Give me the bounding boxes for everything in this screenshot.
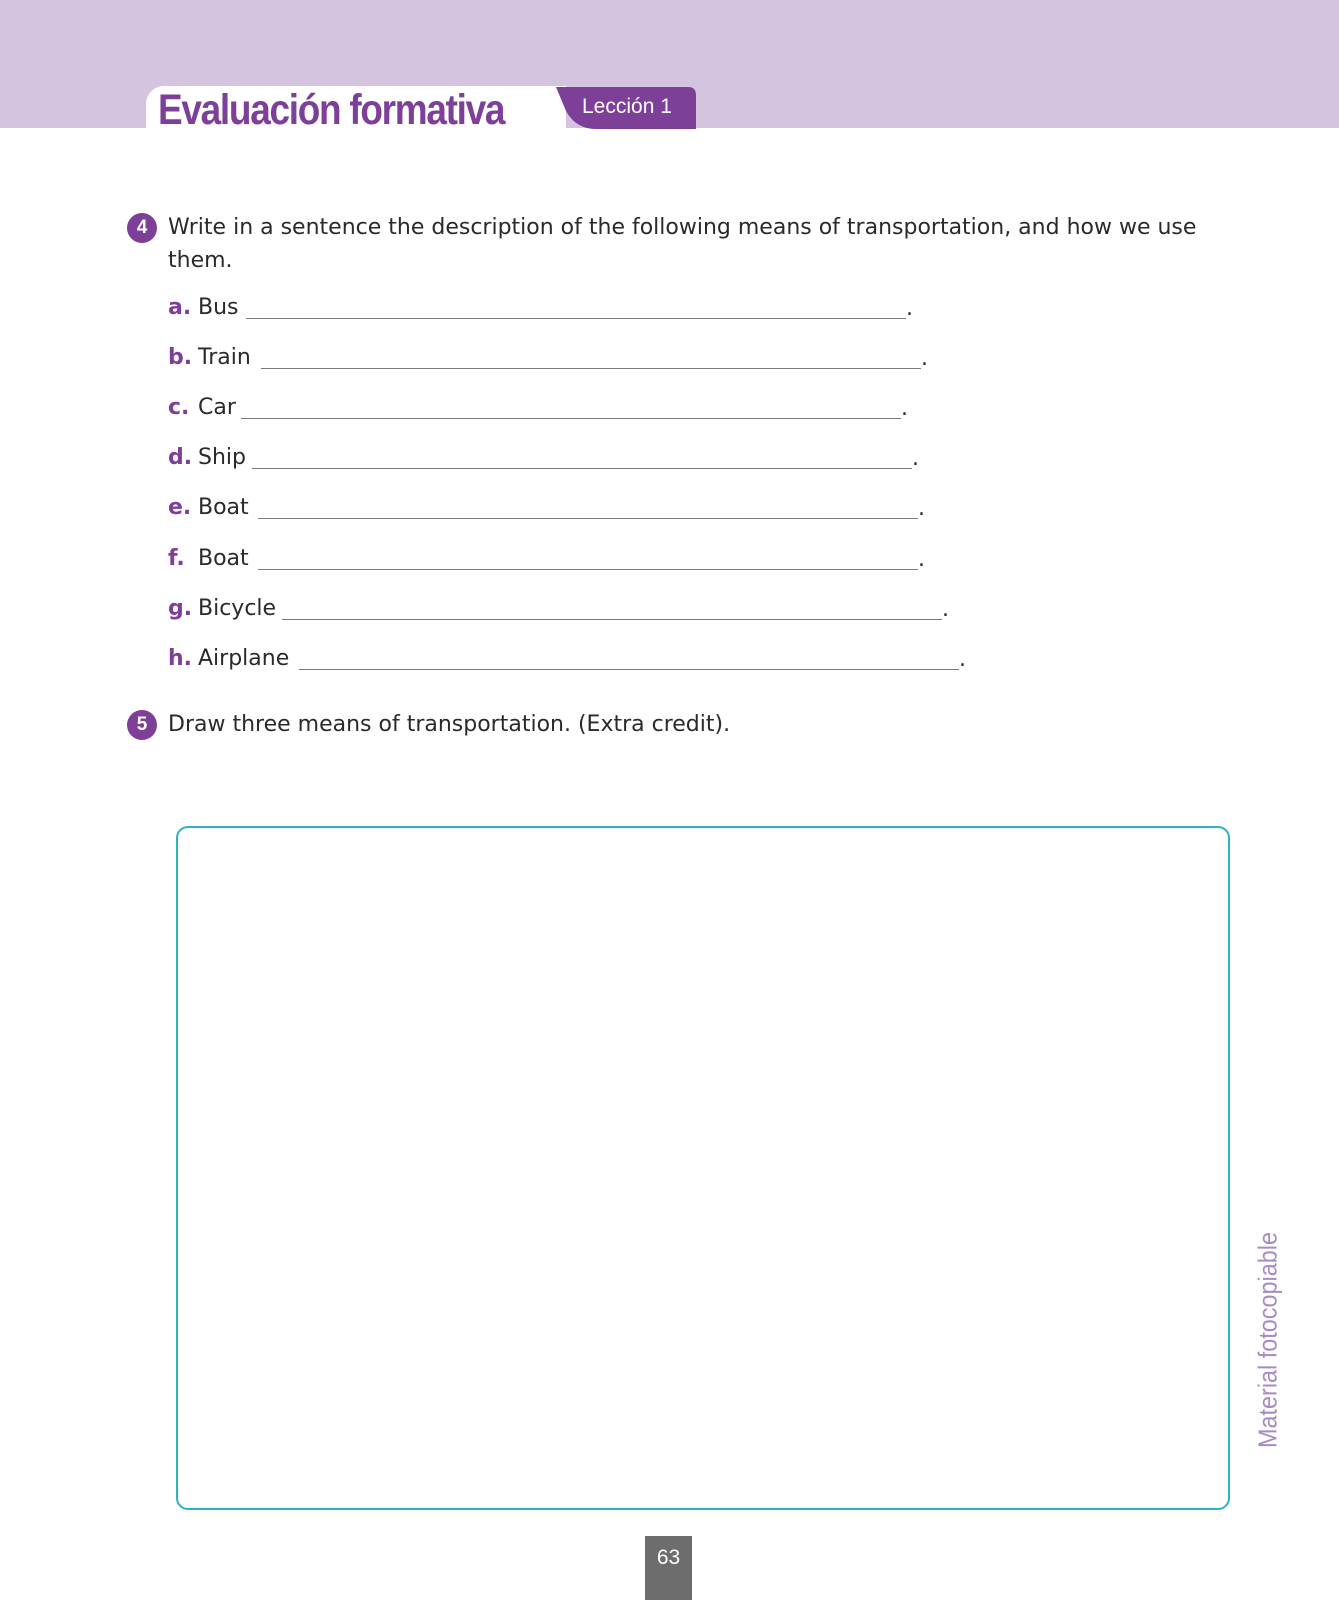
item-label: Train	[198, 345, 251, 370]
item-label: Bus	[198, 295, 239, 320]
lesson-badge	[556, 87, 696, 129]
question-5-number: 5	[127, 710, 157, 740]
list-item	[168, 546, 249, 576]
list-item	[168, 395, 236, 425]
line-end-dot: .	[906, 296, 913, 321]
item-letter: a.	[168, 295, 192, 320]
item-letter: g.	[168, 596, 193, 621]
item-label: Airplane	[198, 646, 290, 671]
answer-line-b[interactable]	[261, 368, 921, 369]
item-label: Boat	[198, 495, 249, 520]
item-letter: b.	[168, 345, 193, 370]
line-end-dot: .	[901, 396, 908, 421]
item-letter: d.	[168, 445, 193, 470]
question-4-prompt: Write in a sentence the description of the following means of transportation, and how we use them.	[168, 215, 1197, 273]
answer-line-g[interactable]	[282, 619, 942, 620]
answer-line-f[interactable]	[258, 569, 918, 570]
list-item	[168, 495, 249, 525]
line-end-dot: .	[921, 346, 928, 371]
list-item	[168, 445, 246, 475]
item-label: Ship	[198, 445, 246, 470]
item-letter: f.	[168, 546, 185, 571]
question-4-number: 4	[127, 213, 157, 243]
list-item	[168, 596, 276, 626]
line-end-dot: .	[942, 597, 949, 622]
item-label: Car	[198, 395, 236, 420]
answer-line-h[interactable]	[299, 669, 959, 670]
answer-line-e[interactable]	[258, 518, 918, 519]
answer-line-a[interactable]	[246, 318, 906, 319]
list-item	[168, 345, 251, 375]
line-end-dot: .	[912, 446, 919, 471]
answer-line-d[interactable]	[252, 468, 912, 469]
item-letter: e.	[168, 495, 192, 520]
item-letter: h.	[168, 646, 193, 671]
question-5-prompt: Draw three means of transportation. (Extra credit).	[168, 712, 731, 737]
drawing-area[interactable]	[176, 826, 1230, 1510]
line-end-dot: .	[918, 547, 925, 572]
page-number: 63	[645, 1536, 692, 1600]
item-label: Boat	[198, 546, 249, 571]
item-letter: c.	[168, 395, 190, 420]
page-title: Evaluación formativa	[158, 86, 505, 134]
line-end-dot: .	[918, 496, 925, 521]
side-label: Material fotocopiable	[1252, 1232, 1283, 1448]
lesson-label: Lección 1	[582, 95, 672, 118]
answer-line-c[interactable]	[241, 418, 901, 419]
list-item	[168, 646, 289, 676]
line-end-dot: .	[959, 647, 966, 672]
list-item	[168, 295, 239, 325]
item-label: Bicycle	[198, 596, 277, 621]
